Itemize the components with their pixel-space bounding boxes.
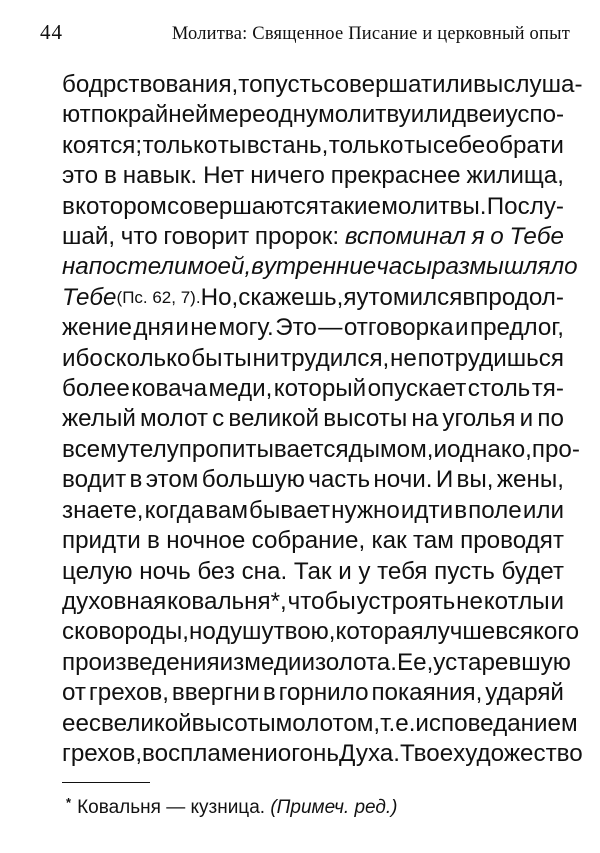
- word: вам: [205, 496, 248, 524]
- word: о: [564, 253, 578, 281]
- word: но: [189, 618, 216, 646]
- word: ударяй: [485, 679, 564, 707]
- word: по: [537, 405, 564, 433]
- footnote-mark: *: [66, 795, 72, 810]
- word: одну: [265, 101, 319, 129]
- word: в: [251, 253, 264, 281]
- word: Это: [275, 314, 317, 342]
- text-line: [62, 131, 564, 161]
- text-line: [62, 739, 583, 769]
- word: совершат: [323, 71, 432, 98]
- word: из: [219, 648, 245, 676]
- word: молитву: [318, 101, 411, 129]
- word: от: [62, 679, 86, 707]
- word: трудился,: [280, 344, 390, 372]
- word: душу: [215, 618, 274, 646]
- text-line: [62, 648, 571, 678]
- word: на: [411, 405, 439, 433]
- word: чтобы: [287, 587, 356, 615]
- word: без: [197, 557, 235, 585]
- text-line: [62, 222, 564, 252]
- word: вспоминал: [344, 223, 466, 251]
- text-line: [62, 496, 564, 526]
- word: тя-: [531, 375, 564, 403]
- footnote-text: Ковальня — кузница.: [77, 797, 266, 818]
- word: великой: [228, 405, 320, 433]
- word: и: [301, 648, 315, 676]
- text-line: [62, 435, 580, 465]
- word: у: [358, 557, 371, 585]
- word: часть: [308, 466, 371, 494]
- page-number: 44: [40, 20, 63, 44]
- word: постели: [88, 253, 188, 281]
- word: котлы: [483, 587, 550, 615]
- text-line: [62, 526, 564, 556]
- body-text: [62, 70, 583, 769]
- word: могу.: [218, 314, 274, 342]
- running-title: Молитва: Священное Писание и церковный опыт: [171, 24, 570, 44]
- word: мере: [208, 101, 266, 129]
- word: отговорка: [343, 314, 454, 342]
- word: и: [175, 314, 189, 342]
- text-line: [62, 192, 564, 222]
- word: —: [318, 314, 343, 342]
- word: ты: [223, 344, 252, 372]
- word: говорит: [163, 223, 250, 251]
- word: грехов,: [88, 679, 169, 707]
- word: И: [435, 466, 454, 494]
- word: опускает: [367, 375, 467, 403]
- word: твою,: [273, 618, 336, 646]
- word: исповеданием: [415, 709, 578, 737]
- word: пусть: [434, 557, 495, 585]
- word: пророк:: [254, 223, 340, 251]
- word: то: [238, 71, 263, 98]
- text-line: [62, 161, 564, 191]
- word: будет: [501, 557, 564, 585]
- word: дымом,: [348, 435, 434, 463]
- word: этом: [145, 466, 199, 494]
- word: знаете,: [62, 496, 144, 524]
- word: только: [328, 131, 404, 159]
- word: меди,: [208, 375, 273, 403]
- word: ибо: [62, 344, 103, 372]
- word: духовная: [62, 587, 167, 615]
- word: молотом,: [275, 709, 381, 737]
- word: бывает: [249, 496, 331, 524]
- word: всякого: [495, 618, 580, 646]
- word: утренние: [263, 253, 377, 281]
- word: жены,: [496, 466, 564, 494]
- word: желый: [62, 405, 136, 433]
- word: ни: [252, 344, 280, 372]
- word: ничего: [250, 162, 325, 190]
- word: Ее,: [396, 648, 434, 676]
- word: ночное: [166, 527, 246, 555]
- word: Духа.: [338, 739, 400, 767]
- word: в: [104, 162, 117, 190]
- word: там: [412, 527, 454, 555]
- text-line: [62, 374, 564, 404]
- word: дня: [133, 314, 174, 342]
- word: сколько: [103, 344, 191, 372]
- word: собрание,: [251, 527, 366, 555]
- word: золота.: [314, 648, 397, 676]
- word: и: [492, 101, 506, 129]
- word: бы: [191, 344, 223, 372]
- word: две: [451, 101, 493, 129]
- text-line: [62, 313, 564, 343]
- word: меди: [244, 648, 302, 676]
- word: высоты: [191, 709, 276, 737]
- word: потрудишься: [417, 344, 564, 372]
- word: встань,: [246, 131, 329, 159]
- footnote-rule: [62, 782, 150, 783]
- text-line: [62, 100, 564, 130]
- text-line: [62, 404, 564, 434]
- word: когда: [144, 496, 205, 524]
- word: ее: [62, 709, 89, 737]
- word: это: [62, 162, 99, 190]
- word: и: [433, 435, 447, 463]
- word: в: [147, 527, 160, 555]
- word: в: [454, 496, 468, 524]
- word: размышлял: [432, 253, 565, 281]
- word: и: [550, 587, 564, 615]
- word: жилища,: [466, 162, 564, 190]
- text-line: [62, 283, 564, 313]
- word: ют: [62, 101, 91, 129]
- word: или: [410, 101, 452, 129]
- word: крайней: [117, 101, 209, 129]
- word: ковача: [131, 375, 208, 403]
- word: молот: [140, 405, 208, 433]
- word: часы: [376, 253, 433, 281]
- word: с: [212, 405, 225, 433]
- text-line: [62, 678, 564, 708]
- word: Твое: [399, 739, 454, 767]
- word: про-: [531, 435, 580, 463]
- word: телу: [129, 435, 179, 463]
- word: т.е.: [380, 709, 416, 737]
- word: ты: [403, 131, 433, 159]
- word: обрати: [485, 131, 564, 159]
- text-line: [62, 709, 578, 739]
- word: устроять: [356, 587, 456, 615]
- word: высоты: [323, 405, 408, 433]
- word: Тебе: [509, 223, 564, 251]
- word: молитвы.: [381, 192, 487, 220]
- word: вы,: [456, 466, 494, 494]
- word: Так: [293, 557, 332, 585]
- word: проводят: [460, 527, 564, 555]
- word: которая: [335, 618, 424, 646]
- word: как: [371, 527, 407, 555]
- word: в: [462, 283, 476, 311]
- footnote-editor-note: (Примеч. ред.): [270, 797, 398, 818]
- word: с: [88, 709, 101, 737]
- word: не: [390, 344, 417, 372]
- word: пропитывается: [178, 435, 349, 463]
- word: лучше: [423, 618, 496, 646]
- word: в: [262, 679, 276, 707]
- word: в: [129, 466, 143, 494]
- word: грехов,: [62, 739, 143, 767]
- text-line: [62, 557, 564, 587]
- word: поле: [468, 496, 522, 524]
- word: всему: [62, 435, 130, 463]
- word: продол-: [475, 283, 564, 311]
- word: покаяния,: [371, 679, 483, 707]
- text-line: [62, 344, 564, 374]
- word: огонь: [277, 739, 339, 767]
- word: и: [338, 557, 352, 585]
- word: произведения: [62, 648, 220, 676]
- word: коятся;: [62, 131, 143, 159]
- word: столь: [467, 375, 531, 403]
- word: Но,: [200, 283, 239, 311]
- word: я: [343, 283, 357, 311]
- word: горнило: [278, 679, 369, 707]
- word: навык.: [122, 162, 198, 190]
- word: и: [455, 314, 469, 342]
- footnote: [66, 795, 398, 819]
- text-line: [62, 70, 583, 100]
- word: ночь: [139, 557, 191, 585]
- word: уголья: [442, 405, 516, 433]
- word: сна.: [241, 557, 288, 585]
- word: художество: [453, 739, 583, 767]
- word: устаревшую: [433, 648, 571, 676]
- word: скажешь,: [238, 283, 344, 311]
- word: большую: [201, 466, 305, 494]
- word: сковороды,: [62, 618, 190, 646]
- word: или: [522, 496, 564, 524]
- word: только: [142, 131, 218, 159]
- word: ковальня*,: [167, 587, 287, 615]
- word: более: [62, 375, 130, 403]
- word: нужно: [331, 496, 400, 524]
- word: шай,: [62, 223, 116, 251]
- word: ночи.: [373, 466, 433, 494]
- text-line: [62, 465, 564, 495]
- word: я: [471, 223, 485, 251]
- word: Нет: [203, 162, 245, 190]
- word: Послу-: [486, 192, 564, 220]
- word: придти: [62, 527, 141, 555]
- text-line: [62, 252, 578, 282]
- word: ты: [217, 131, 247, 159]
- word: выслуша-: [473, 71, 583, 98]
- word: такие: [319, 192, 381, 220]
- word: о: [490, 223, 504, 251]
- word: прекраснее: [330, 162, 461, 190]
- word: пусть: [262, 71, 324, 98]
- word: идти: [400, 496, 454, 524]
- word: тебя: [377, 557, 428, 585]
- word: или: [431, 71, 474, 98]
- word: котором: [75, 192, 167, 220]
- word: совершаются: [167, 192, 319, 220]
- word: ввергни: [171, 679, 260, 707]
- word: великой: [101, 709, 192, 737]
- word: в: [62, 192, 75, 220]
- page-header: [40, 20, 570, 50]
- text-line: [62, 617, 580, 647]
- word: Тебе: [62, 283, 117, 311]
- word: что: [120, 223, 158, 251]
- word: и: [519, 405, 534, 433]
- word: успо-: [505, 101, 565, 129]
- word: моей,: [187, 253, 252, 281]
- word: бодрствования,: [62, 71, 239, 98]
- word: не: [456, 587, 483, 615]
- word: не: [190, 314, 218, 342]
- word: утомился: [356, 283, 463, 311]
- word: на: [62, 253, 89, 281]
- word: предлог,: [469, 314, 564, 342]
- word: себе: [432, 131, 486, 159]
- word: который: [273, 375, 367, 403]
- word: целую: [62, 557, 133, 585]
- word: водит: [62, 466, 127, 494]
- word: воспламени: [142, 739, 278, 767]
- text-line: [62, 587, 564, 617]
- word: жение: [62, 314, 132, 342]
- word: по: [90, 101, 118, 129]
- word: (Пс. 62, 7).: [116, 287, 201, 307]
- word: однако,: [447, 435, 532, 463]
